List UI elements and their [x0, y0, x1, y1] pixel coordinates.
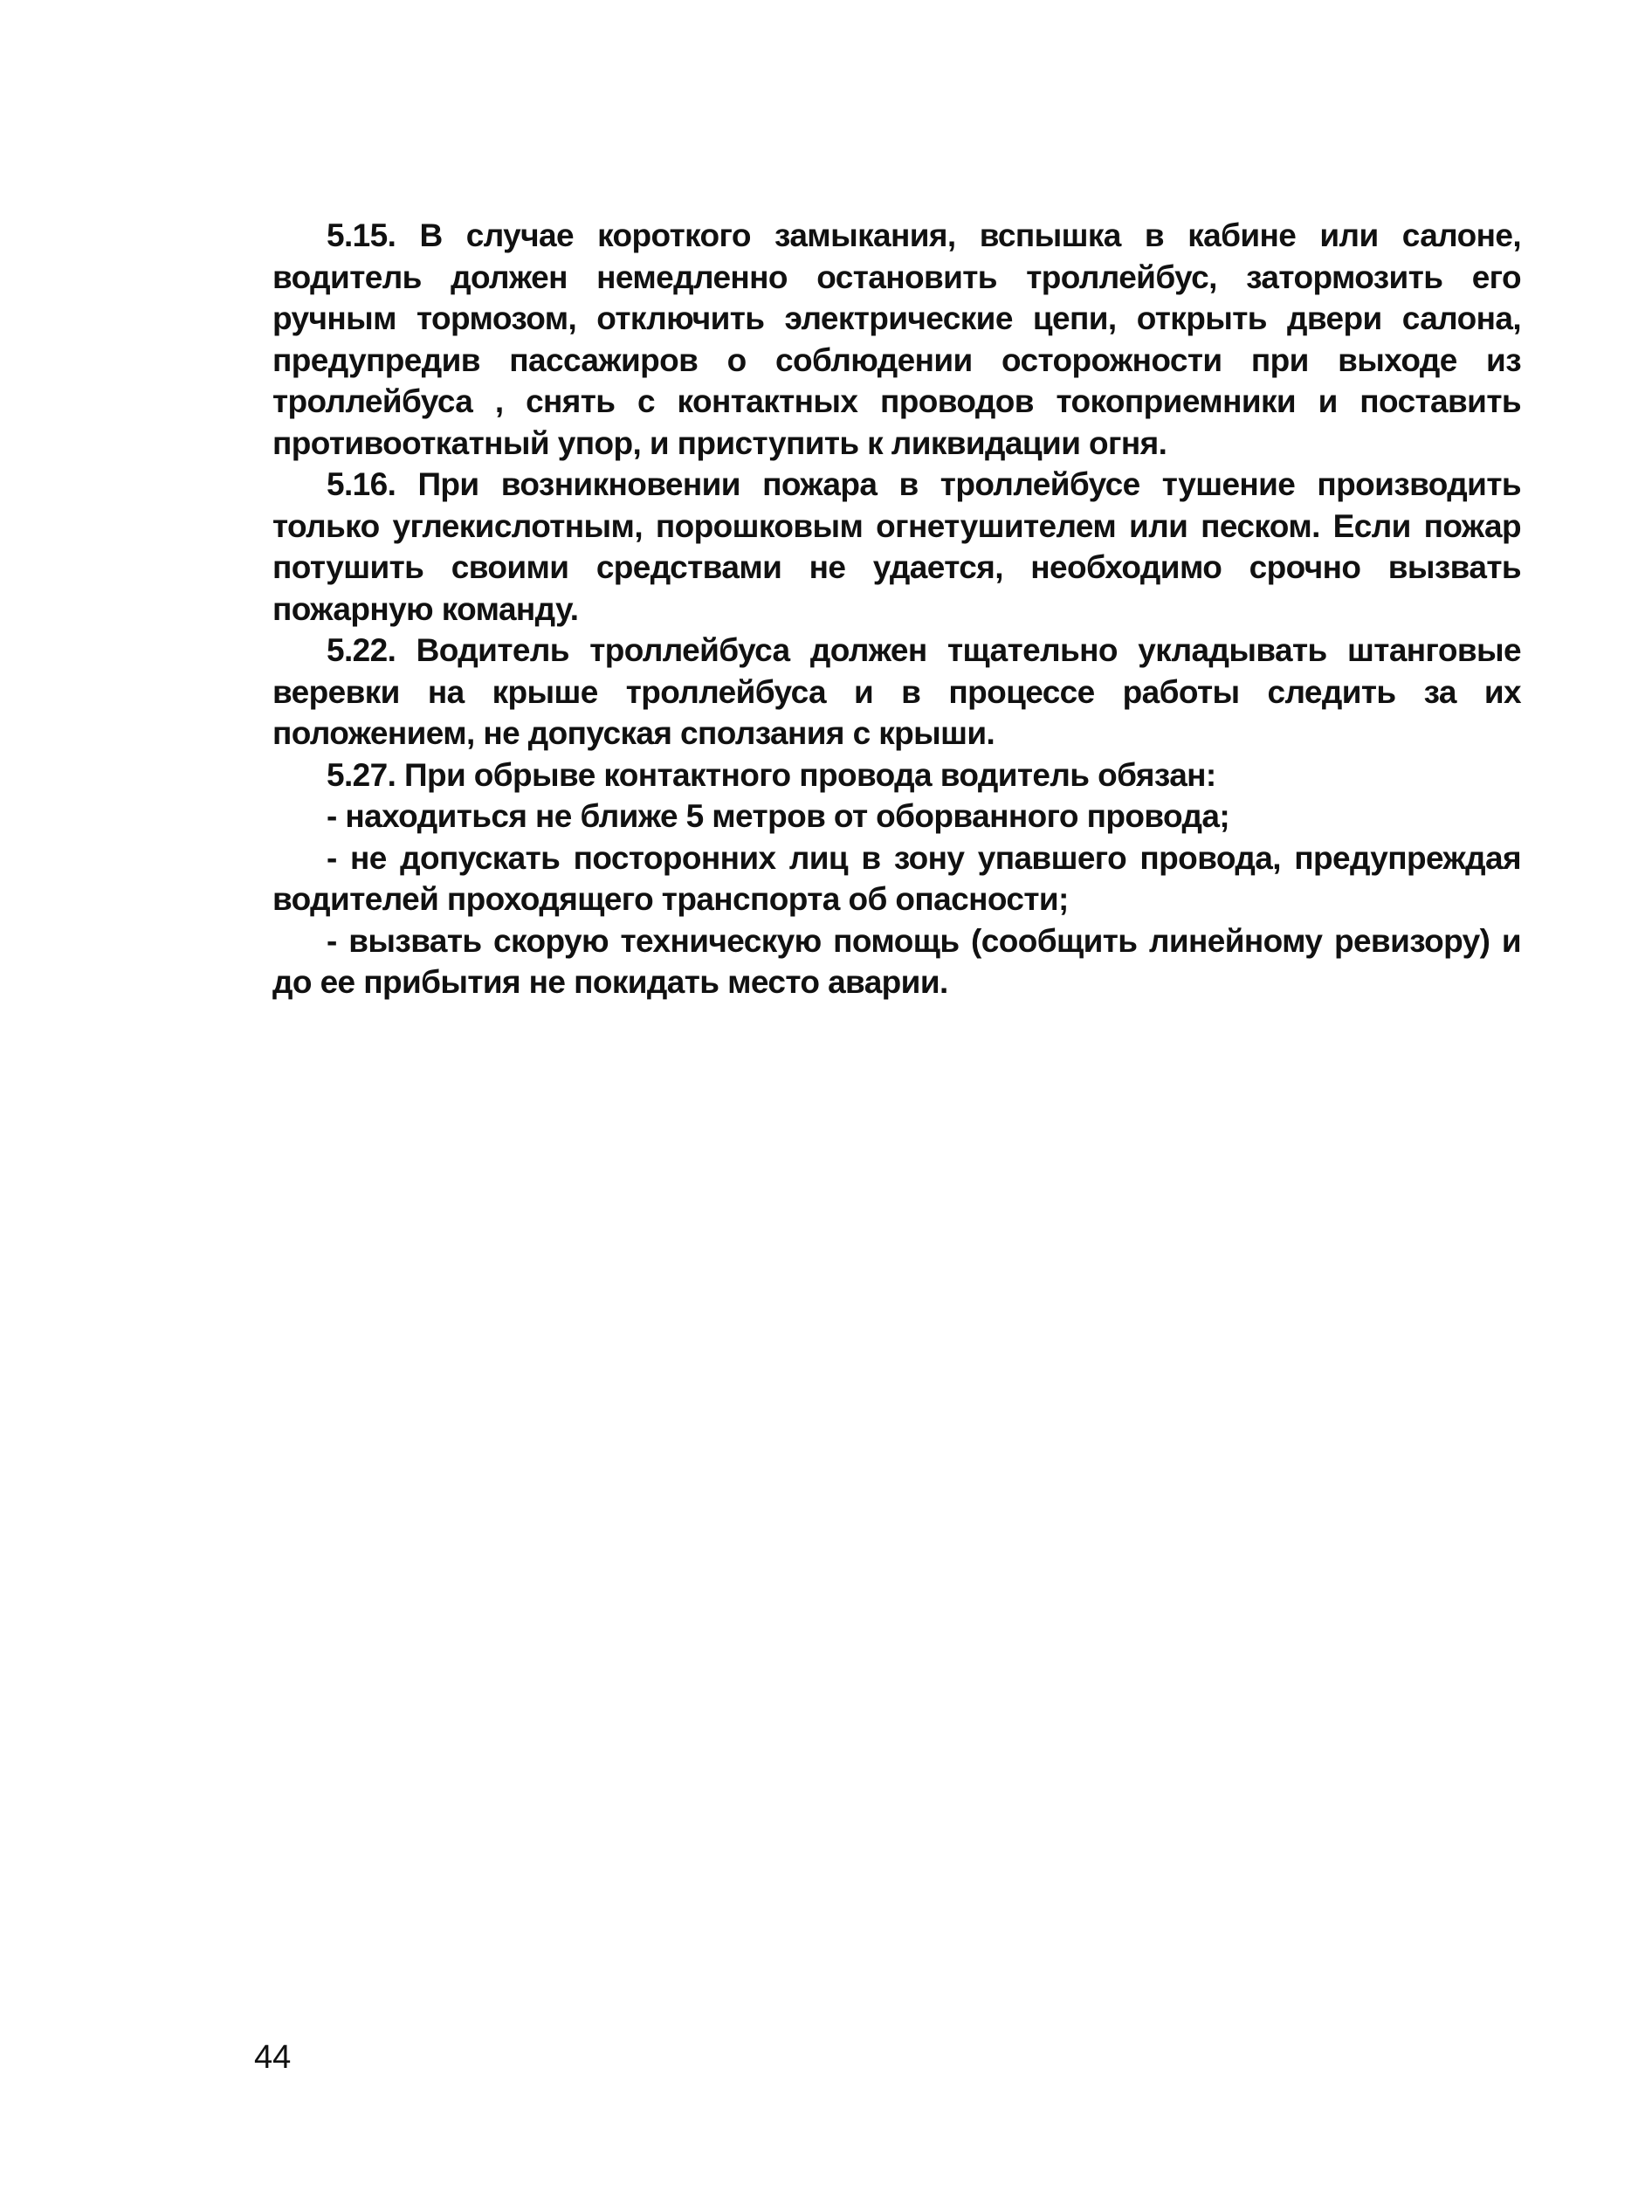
- page-number: 44: [254, 2039, 292, 2076]
- document-body: [272, 215, 1521, 1003]
- list-item-no-outsiders: - не допускать посторонних лиц в зону упавшего провода, предупреждая водителей проходящего транспорта об опасности;: [272, 839, 1521, 917]
- list-item-distance: - находиться не ближе 5 метров от оборванного провода;: [327, 798, 1230, 834]
- list-item-call-help: - вызвать скорую техническую помощь (сообщить линейному ревизору) и до ее прибытия не покидать место аварии.: [272, 922, 1521, 1000]
- paragraph-5-22: 5.22. Водитель троллейбуса должен тщательно укладывать штанговые веревки на крыше троллейбуса и в процессе работы следить за их положением, не допуская сползания с крыши.: [272, 632, 1521, 751]
- paragraph-5-15: 5.15. В случае короткого замыкания, вспышка в кабине или салоне, водитель должен немедленно остановить троллейбус, затормозить его ручным тормозом, отключить электрические цепи, открыть двери салона, предупредив пассажиров о соблюдении осторожности при выходе из троллейбуса , снять с контактных проводов токоприемники и поставить противооткатный упор, и приступить к ликвидации огня.: [272, 217, 1521, 461]
- paragraph-5-16: 5.16. При возникновении пожара в троллейбусе тушение производить только углекислотным, порошковым огнетушителем или песком. Если пожар потушить своими средствами не удается, необходимо срочно вызвать пожарную команду.: [272, 466, 1521, 627]
- paragraph-5-27: 5.27. При обрыве контактного провода водитель обязан:: [327, 756, 1216, 793]
